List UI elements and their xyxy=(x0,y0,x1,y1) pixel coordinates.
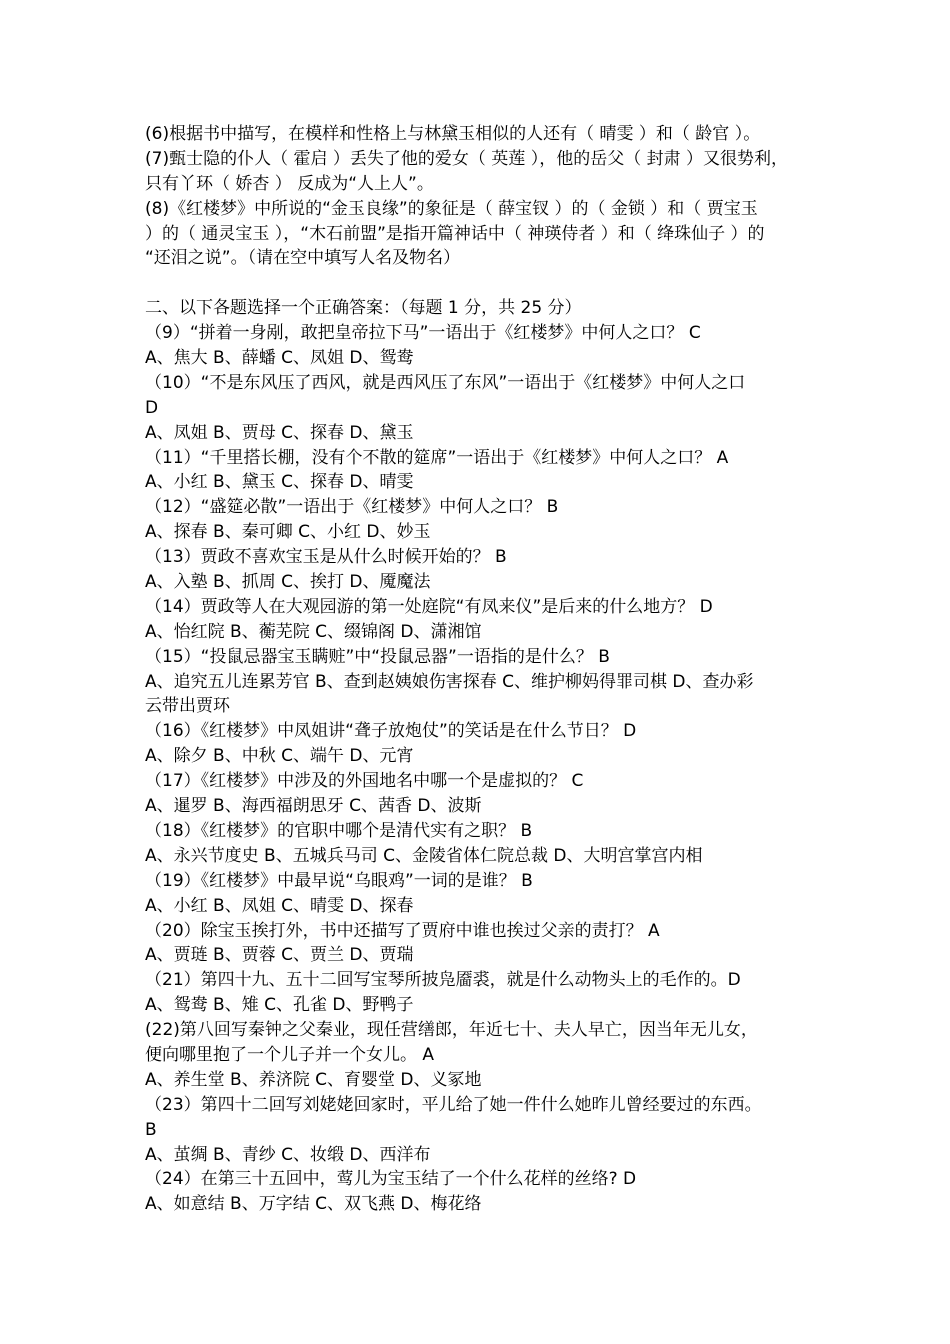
answer-line-7-cont: 只有丫环（ 娇杏 ） 反成为“人上人”。 xyxy=(145,173,434,194)
options-17: A、暹罗 B、海西福朗思牙 C、茜香 D、波斯 xyxy=(145,796,482,817)
question-14: （14）贾政等人在大观园游的第一处庭院“有凤来仪”是后来的什么地方？ D xyxy=(145,596,713,617)
options-15: A、追究五儿连累芳官 B、查到赵姨娘伤害探春 C、维护柳妈得罪司棋 D、查办彩 xyxy=(145,671,754,692)
section-heading: 二、以下各题选择一个正确答案：（每题 1 分，共 25 分） xyxy=(145,298,582,319)
question-22: (22)第八回写秦钟之父秦业，现任营缮郎，年近七十、夫人早亡，因当年无儿女， xyxy=(145,1020,758,1041)
options-11: A、小红 B、黛玉 C、探春 D、晴雯 xyxy=(145,472,414,493)
question-11: （11）“千里搭长棚，没有个不散的筵席”一语出于《红楼梦》中何人之口？ A xyxy=(145,447,729,468)
question-17: （17）《红楼梦》中涉及的外国地名中哪一个是虚拟的？ C xyxy=(145,771,584,792)
question-23-answer: B xyxy=(145,1119,157,1140)
question-10-answer: D xyxy=(145,397,159,418)
options-22: A、养生堂 B、养济院 C、育婴堂 D、义冢地 xyxy=(145,1069,482,1090)
question-18: （18）《红楼梦》的官职中哪个是清代实有之职？ B xyxy=(145,820,533,841)
question-13: （13）贾政不喜欢宝玉是从什么时候开始的？ B xyxy=(145,547,507,568)
question-20: （20）除宝玉挨打外，书中还描写了贾府中谁也挨过父亲的责打？ A xyxy=(145,920,660,941)
options-16: A、除夕 B、中秋 C、端午 D、元宵 xyxy=(145,746,414,767)
options-10: A、凤姐 B、贾母 C、探春 D、黛玉 xyxy=(145,422,414,443)
question-15: （15）“投鼠忌器宝玉瞒赃”中“投鼠忌器”一语指的是什么？ B xyxy=(145,646,610,667)
answer-line-6: (6)根据书中描写，在模样和性格上与林黛玉相似的人还有（ 晴雯 ）和（ 龄官 ）。 xyxy=(145,124,761,144)
question-22-cont: 便向哪里抱了一个儿子并一个女儿。 A xyxy=(145,1044,435,1065)
question-12: （12）“盛筵必散”一语出于《红楼梦》中何人之口？ B xyxy=(145,497,559,518)
options-15-cont: 云带出贾环 xyxy=(145,696,230,717)
answer-line-7: (7)甄士隐的仆人（ 霍启 ）丢失了他的爱女（ 英莲 ），他的岳父（ 封肃 ）又很势利， xyxy=(145,148,789,169)
options-19: A、小红 B、凤姐 C、晴雯 D、探春 xyxy=(145,895,414,916)
blank-line xyxy=(145,271,835,296)
document-body xyxy=(145,122,835,1217)
options-12: A、探春 B、秦可卿 C、小红 D、妙玉 xyxy=(145,522,431,543)
options-9: A、焦大 B、薛蟠 C、凤姐 D、鸳鸯 xyxy=(145,348,414,369)
question-9: （9）“拼着一身剐，敢把皇帝拉下马”一语出于《红楼梦》中何人之口？ C xyxy=(145,323,701,344)
question-24: （24）在第三十五回中，莺儿为宝玉结了一个什么花样的丝络? D xyxy=(145,1169,637,1190)
options-24: A、如意结 B、万字结 C、双飞燕 D、梅花络 xyxy=(145,1194,482,1215)
question-16: （16）《红楼梦》中凤姐讲“聋子放炮仗”的笑话是在什么节日？ D xyxy=(145,721,637,742)
options-18: A、永兴节度史 B、五城兵马司 C、金陵省体仁院总裁 D、大明宫掌宫内相 xyxy=(145,845,703,866)
options-21: A、鸳鸯 B、雉 C、孔雀 D、野鸭子 xyxy=(145,995,414,1016)
question-19: （19）《红楼梦》中最早说“乌眼鸡”一词的是谁？ B xyxy=(145,870,533,891)
question-23: （23）第四十二回写刘姥姥回家时，平儿给了她一件什么她昨儿曾经要过的东西。 xyxy=(145,1094,762,1115)
answer-line-8-cont: ）的（ 通灵宝玉 ），“木石前盟”是指开篇神话中（ 神瑛侍者 ）和（ 绛珠仙子 ）的 xyxy=(145,223,765,244)
answer-line-8-end: “还泪之说”。（请在空中填写人名及物名） xyxy=(145,248,461,269)
question-10: （10）“不是东风压了西风，就是西风压了东风”一语出于《红楼梦》中何人之口 xyxy=(145,372,746,393)
answer-line-8: (8)《红楼梦》中所说的“金玉良缘”的象征是（ 薛宝钗 ）的（ 金锁 ）和（ 贾宝玉 xyxy=(145,198,758,219)
options-13: A、入塾 B、抓周 C、挨打 D、魇魔法 xyxy=(145,572,431,593)
options-14: A、怡红院 B、蘅芜院 C、缀锦阁 D、潇湘馆 xyxy=(145,621,482,642)
options-20: A、贾琏 B、贾蓉 C、贾兰 D、贾瑞 xyxy=(145,945,414,966)
options-23: A、茧绸 B、青纱 C、妆缎 D、西洋布 xyxy=(145,1144,431,1165)
question-21: （21）第四十九、五十二回写宝琴所披凫靥裘，就是什么动物头上的毛作的。D xyxy=(145,970,741,991)
